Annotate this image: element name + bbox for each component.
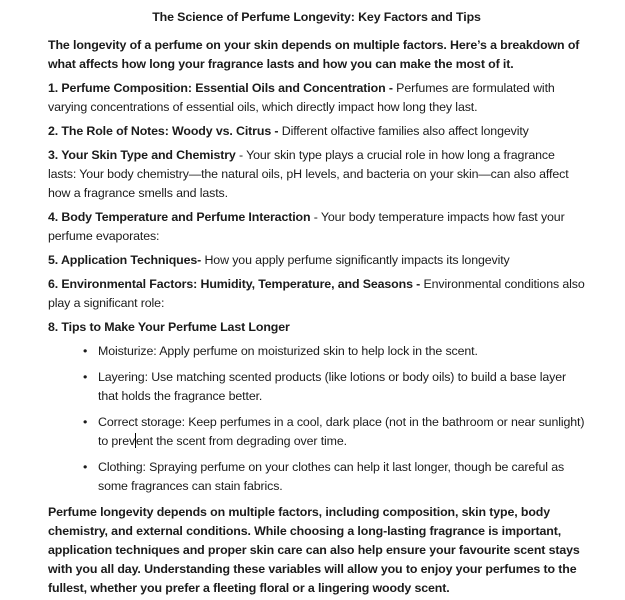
bullet-text: Layering: Use matching scented products (like lotions or body oils) to build a base layer that holds the fragrance better.: [98, 370, 566, 403]
document-title: The Science of Perfume Longevity: Key Factors and Tips: [152, 10, 481, 24]
bullet-icon: •: [83, 344, 88, 358]
paragraph-lead: 3. Your Skin Type and Chemistry: [48, 148, 236, 162]
paragraph-body: How you apply perfume significantly impacts its longevity: [201, 253, 510, 267]
list-item: [83, 458, 585, 496]
paragraph-body: Perfumes are formulated with varying concentrations of essential oils, which directly impact how long they last.: [48, 81, 555, 114]
tips-list: [83, 342, 585, 496]
numbered-paragraph: [48, 146, 585, 203]
bullet-icon: •: [83, 415, 88, 429]
list-item: [83, 342, 585, 361]
conclusion-paragraph: Perfume longevity depends on multiple factors, including composition, skin type, body chemistry, and external conditions. While choosing a long-lasting fragrance is important, application techniques and proper skin care can also help ensure your favourite scent stays with you all day. Understanding these variables will allow you to enjoy your perfumes to the fullest, whether you prefer a fleeting floral or a lingering woody scent.: [48, 505, 580, 595]
bullet-icon: •: [83, 460, 88, 474]
paragraph-lead: 5. Application Techniques-: [48, 253, 202, 267]
paragraph-lead: 1. Perfume Composition: Essential Oils and Concentration -: [48, 81, 393, 95]
bullet-text: Moisturize: Apply perfume on moisturized skin to help lock in the scent.: [98, 344, 478, 358]
numbered-paragraph: [48, 208, 585, 246]
numbered-paragraph: [48, 251, 585, 270]
numbered-paragraph: [48, 122, 585, 141]
bullet-icon: •: [83, 370, 88, 384]
bullet-text: [98, 413, 585, 451]
list-item: [83, 368, 585, 406]
bullet-text: Clothing: Spraying perfume on your clothes can help it last longer, though be careful as some fragrances can stain fabrics.: [98, 460, 565, 493]
paragraph-body: Different olfactive families also affect longevity: [278, 124, 529, 138]
numbered-paragraph: [48, 275, 585, 313]
tips-heading: 8. Tips to Make Your Perfume Last Longer: [48, 320, 290, 334]
numbered-paragraph: [48, 79, 585, 117]
paragraph-lead: 6. Environmental Factors: Humidity, Temperature, and Seasons -: [48, 277, 421, 291]
paragraph-body: - Your skin type plays a crucial role in how long a fragrance lasts: Your body chemistry—the natural oils, pH levels, and bacteria on your skin—can also affect how a fragrance smells and lasts.: [48, 148, 569, 200]
bullet-text-before-caret: Correct storage: Keep perfumes in a cool, dark place (not in the bathroom or near sunlight) to prev: [98, 415, 585, 448]
paragraph-lead: 2. The Role of Notes: Woody vs. Citrus -: [48, 124, 279, 138]
paragraph-body: Environmental conditions also play a significant role:: [48, 277, 585, 310]
list-item: [83, 413, 585, 451]
paragraph-body: - Your body temperature impacts how fast your perfume evaporates:: [48, 210, 565, 243]
intro-paragraph: The longevity of a perfume on your skin depends on multiple factors. Here’s a breakdown of what affects how long your fragrance lasts and how you can make the most of it.: [48, 38, 580, 71]
bullet-text-after-caret: ent the scent from degrading over time.: [136, 434, 347, 448]
paragraph-lead: 4. Body Temperature and Perfume Interaction: [48, 210, 311, 224]
